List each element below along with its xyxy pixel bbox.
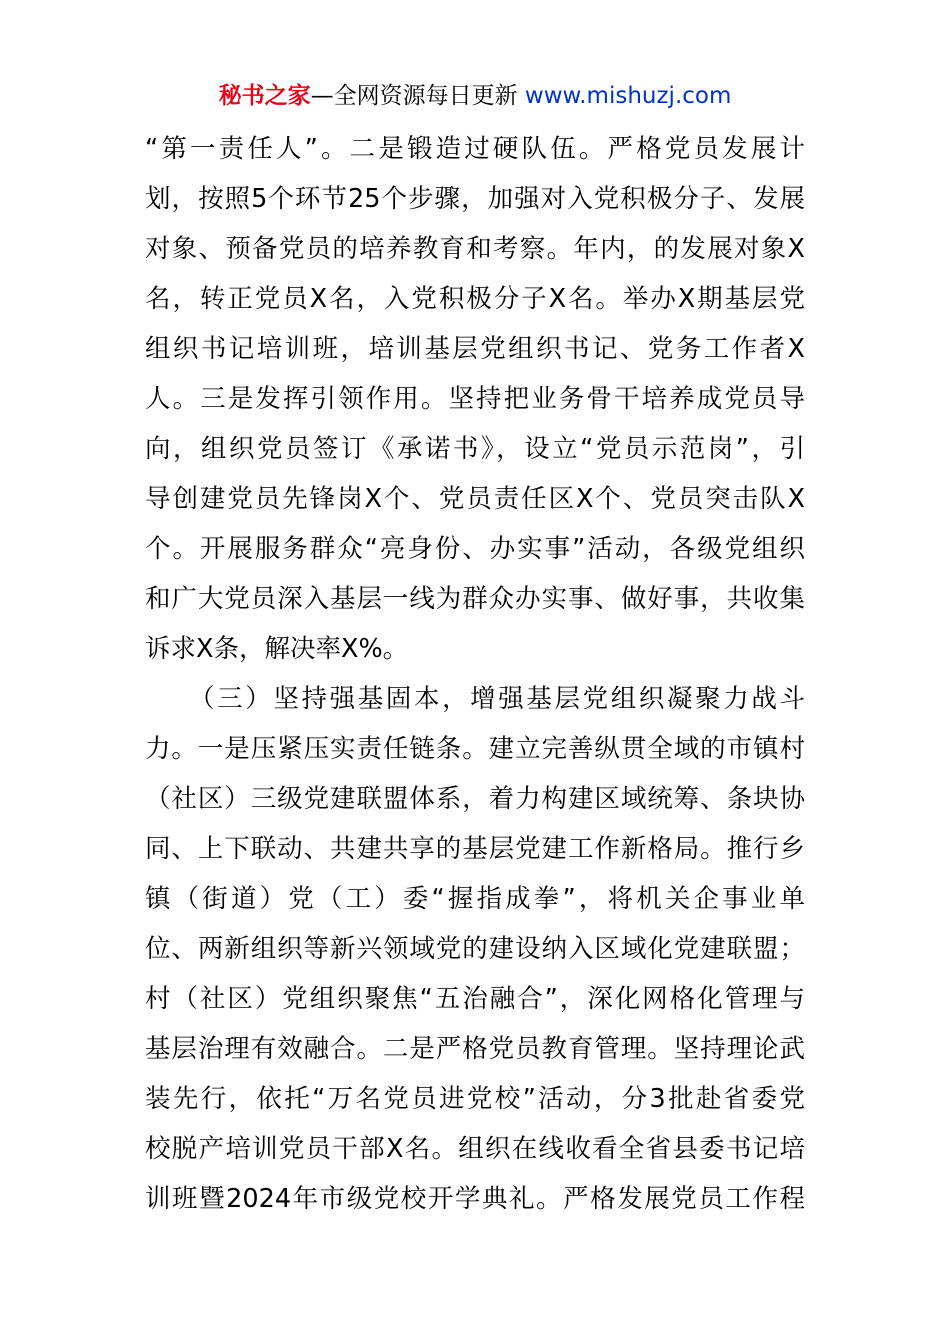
paragraph-line: 同、上下联动、共建共享的基层党建工作新格局。推行乡 bbox=[145, 834, 805, 864]
paragraph-line: （社区）三级党建联盟体系，着力构建区域统筹、条块协 bbox=[145, 784, 805, 814]
paragraph-line: 对象、预备党员的培养教育和考察。年内，的发展对象X bbox=[145, 234, 805, 264]
site-url-link[interactable]: www.mishuzj.com bbox=[524, 83, 732, 109]
paragraph-line: 划，按照5个环节25个步骤，加强对入党积极分子、发展 bbox=[145, 184, 805, 214]
paragraph-line: 向，组织党员签订《承诺书》，设立“党员示范岗”，引 bbox=[145, 434, 805, 464]
paragraph-line: 装先行，依托“万名党员进党校”活动，分3批赴省委党 bbox=[145, 1084, 805, 1114]
paragraph-2 bbox=[145, 674, 805, 1224]
paragraph-line: 组织书记培训班，培训基层党组织书记、党务工作者X bbox=[145, 334, 805, 364]
paragraph-line: 诉求X条，解决率X%。 bbox=[145, 634, 409, 664]
paragraph-line: 校脱产培训党员干部X名。组织在线收看全省县委书记培 bbox=[145, 1134, 805, 1164]
paragraph-line: 导创建党员先锋岗X个、党员责任区X个、党员突击队X bbox=[145, 484, 805, 514]
paragraph-line: 个。开展服务群众“亮身份、办实事”活动，各级党组织 bbox=[145, 534, 805, 564]
paragraph-1 bbox=[145, 124, 805, 674]
paragraph-line: 镇（街道）党（工）委“握指成拳”，将机关企事业单 bbox=[145, 884, 805, 914]
document-body bbox=[145, 124, 805, 1224]
section-heading-line: （三）坚持强基固本，增强基层党组织凝聚力战斗 bbox=[189, 684, 805, 714]
site-brand: 秘书之家 bbox=[218, 83, 311, 109]
paragraph-line: 人。三是发挥引领作用。坚持把业务骨干培养成党员导 bbox=[145, 384, 805, 414]
paragraph-line: 力。一是压紧压实责任链条。建立完善纵贯全域的市镇村 bbox=[145, 734, 805, 764]
paragraph-line: 位、两新组织等新兴领域党的建设纳入区域化党建联盟； bbox=[145, 934, 805, 964]
paragraph-line: 村（社区）党组织聚焦“五治融合”，深化网格化管理与 bbox=[145, 984, 805, 1014]
paragraph-line: 和广大党员深入基层一线为群众办实事、做好事，共收集 bbox=[145, 584, 805, 614]
site-header bbox=[0, 80, 950, 112]
site-tagline: —全网资源每日更新 bbox=[310, 83, 518, 109]
paragraph-line: “第一责任人”。二是锻造过硬队伍。严格党员发展计 bbox=[145, 134, 805, 164]
paragraph-line: 名，转正党员X名，入党积极分子X名。举办X期基层党 bbox=[145, 284, 805, 314]
paragraph-line: 训班暨2024年市级党校开学典礼。严格发展党员工作程 bbox=[145, 1184, 805, 1214]
paragraph-line: 基层治理有效融合。二是严格党员教育管理。坚持理论武 bbox=[145, 1034, 805, 1064]
